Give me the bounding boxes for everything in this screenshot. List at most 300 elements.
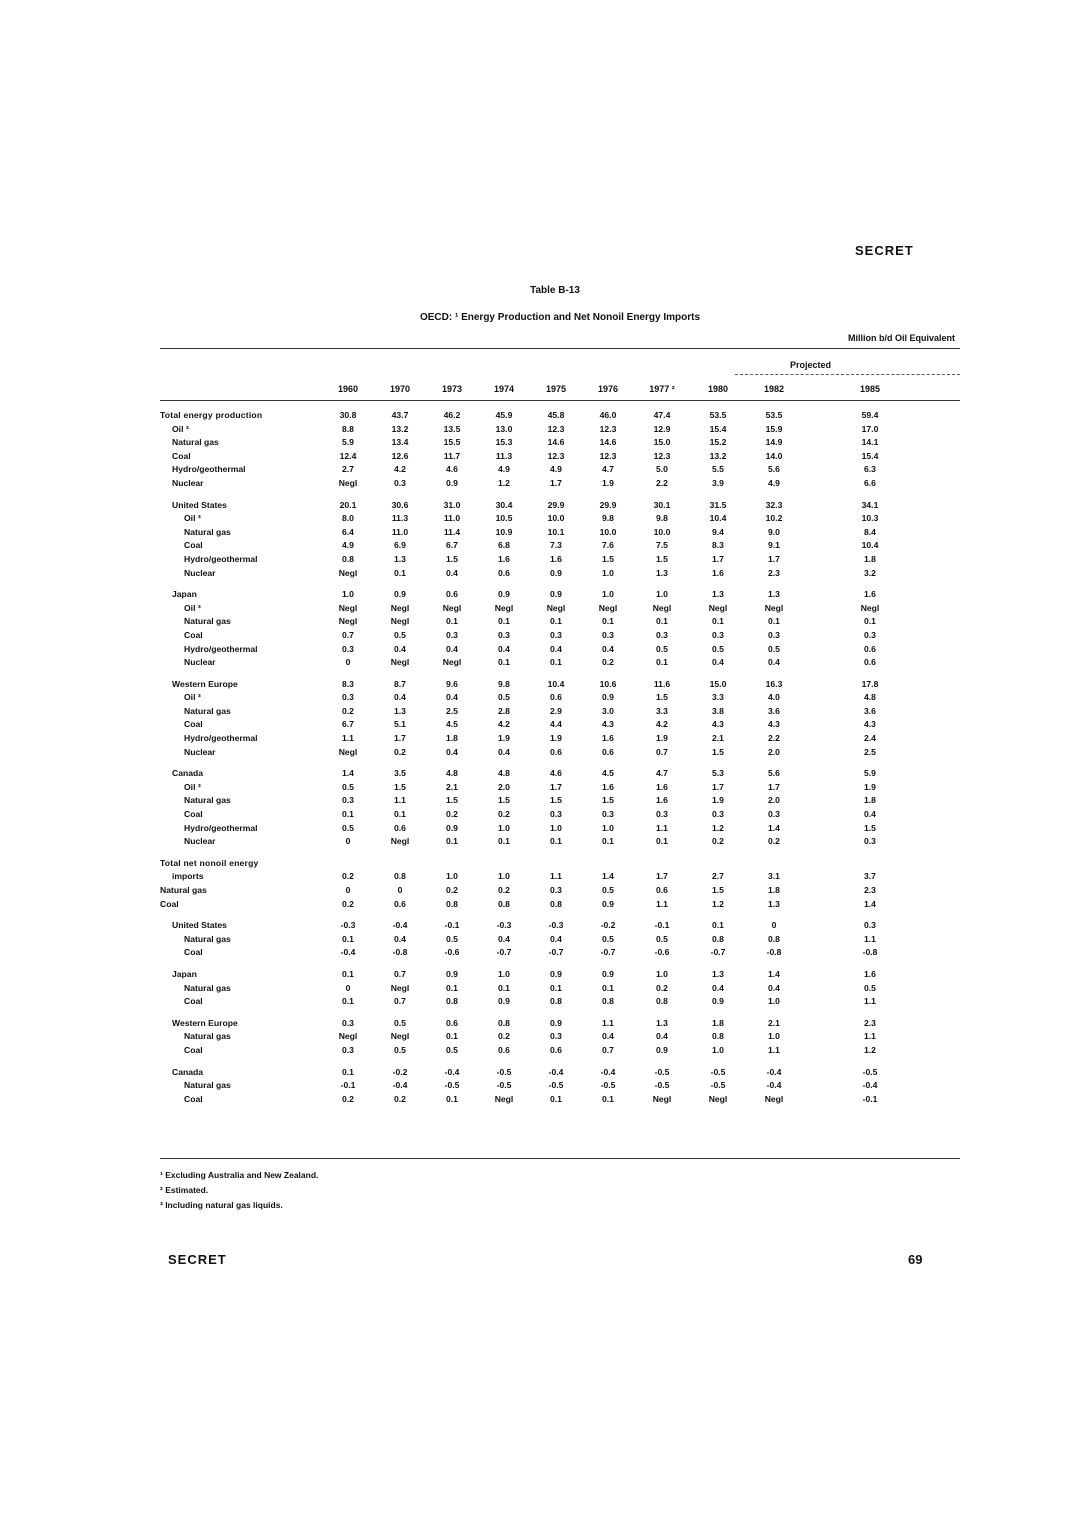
table-row bbox=[160, 733, 960, 747]
table-cell: 0.8 bbox=[342, 553, 354, 564]
table-cell: 6.8 bbox=[498, 540, 510, 551]
table-cell: 0.5 bbox=[342, 822, 354, 833]
table-cell: Negl bbox=[338, 746, 358, 757]
row-label: imports bbox=[172, 871, 204, 882]
table-cell: 0.8 bbox=[446, 898, 458, 909]
table-cell: 14.9 bbox=[765, 437, 783, 448]
table-cell: 0.1 bbox=[602, 1093, 614, 1104]
table-cell: 2.2 bbox=[656, 477, 668, 488]
table-cell: 0.1 bbox=[342, 809, 354, 820]
row-label: Natural gas bbox=[184, 933, 231, 944]
table-cell: 1.1 bbox=[656, 898, 668, 909]
table-cell: 4.9 bbox=[342, 540, 354, 551]
table-cell: -0.3 bbox=[548, 920, 564, 931]
row-label: United States bbox=[172, 499, 227, 510]
table-cell: 1.7 bbox=[656, 871, 668, 882]
table-row bbox=[160, 1067, 960, 1081]
table-cell: 0.1 bbox=[550, 1093, 562, 1104]
table-cell: 0.3 bbox=[864, 629, 876, 640]
table-cell: 6.9 bbox=[394, 540, 406, 551]
table-cell: 1.0 bbox=[602, 822, 614, 833]
row-label: Natural gas bbox=[184, 616, 231, 627]
table-cell: 0.6 bbox=[656, 885, 668, 895]
table-cell: 0.6 bbox=[394, 822, 406, 833]
table-cell: -0.4 bbox=[766, 1080, 782, 1091]
table-cell: 0.9 bbox=[446, 822, 458, 833]
table-cell: 12.6 bbox=[391, 450, 409, 461]
table-cell: 0.1 bbox=[550, 616, 562, 627]
row-label: Nuclear bbox=[184, 567, 216, 578]
table-cell: 1.3 bbox=[712, 968, 724, 979]
table-cell: 1.5 bbox=[712, 885, 724, 895]
table-cell: -0.5 bbox=[496, 1080, 512, 1091]
table-cell: 1.6 bbox=[550, 553, 562, 564]
table-cell: 14.6 bbox=[547, 437, 565, 448]
table-cell: 0.1 bbox=[342, 996, 354, 1007]
table-cell: 31.0 bbox=[443, 499, 461, 510]
table-cell: 1.8 bbox=[768, 885, 780, 895]
table-cell: 1.6 bbox=[602, 733, 614, 744]
table-cell: -0.7 bbox=[600, 947, 616, 958]
table-cell: 0 bbox=[345, 836, 351, 847]
table-cell: 13.2 bbox=[391, 423, 409, 434]
table-cell: 2.0 bbox=[768, 795, 780, 806]
table-cell: 0.1 bbox=[342, 1066, 354, 1077]
table-cell: 4.3 bbox=[768, 719, 780, 730]
table-cell: 1.8 bbox=[864, 553, 876, 564]
header-bottom-rule bbox=[160, 400, 960, 401]
table-cell: -0.3 bbox=[496, 920, 512, 931]
row-label: Canada bbox=[172, 768, 204, 779]
table-row bbox=[160, 589, 960, 603]
table-cell: 12.9 bbox=[653, 423, 671, 434]
table-cell: -0.4 bbox=[548, 1066, 564, 1077]
table-cell: 10.0 bbox=[547, 513, 565, 524]
row-label: Coal bbox=[184, 540, 203, 551]
table-cell: 0.6 bbox=[394, 898, 406, 909]
table-cell: 0.8 bbox=[602, 996, 614, 1007]
column-header-row bbox=[160, 384, 960, 398]
table-cell: -0.1 bbox=[444, 920, 460, 931]
table-row bbox=[160, 747, 960, 761]
table-cell: 0.8 bbox=[394, 871, 406, 882]
table-cell: 0.2 bbox=[712, 836, 724, 847]
table-cell: 9.8 bbox=[602, 513, 614, 524]
table-cell: -0.5 bbox=[548, 1080, 564, 1091]
table-cell: 0.2 bbox=[342, 705, 354, 716]
table-cell: Negl bbox=[390, 1031, 410, 1042]
table-cell: 1.4 bbox=[342, 768, 354, 779]
table-cell: 1.1 bbox=[864, 1031, 876, 1042]
table-cell: 53.5 bbox=[709, 410, 727, 420]
table-cell: -0.5 bbox=[654, 1066, 670, 1077]
table-row bbox=[160, 464, 960, 478]
table-cell: 0.3 bbox=[602, 629, 614, 640]
table-cell: 0 bbox=[397, 885, 403, 895]
table-cell: 6.6 bbox=[864, 477, 876, 488]
table-cell: -0.4 bbox=[600, 1066, 616, 1077]
table-cell: 29.9 bbox=[599, 499, 617, 510]
table-row bbox=[160, 719, 960, 733]
table-cell: 4.5 bbox=[446, 719, 458, 730]
table-cell: 2.4 bbox=[864, 733, 876, 744]
table-cell: 9.1 bbox=[768, 540, 780, 551]
table-cell: 4.9 bbox=[498, 464, 510, 475]
table-cell: 1.6 bbox=[656, 781, 668, 792]
table-cell: -0.5 bbox=[710, 1080, 726, 1091]
data-table-body bbox=[160, 410, 960, 1107]
table-cell: 0.9 bbox=[602, 692, 614, 703]
table-cell: 0.6 bbox=[446, 1017, 458, 1028]
table-cell: 15.4 bbox=[709, 423, 727, 434]
table-cell: 1.5 bbox=[550, 795, 562, 806]
table-cell: 1.7 bbox=[712, 781, 724, 792]
table-cell: 1.3 bbox=[768, 589, 780, 600]
table-cell: 0.2 bbox=[446, 809, 458, 820]
table-cell: 0.1 bbox=[446, 1031, 458, 1042]
row-label: Natural gas bbox=[172, 437, 219, 448]
table-cell: 1.2 bbox=[864, 1044, 876, 1055]
table-cell: 0.1 bbox=[446, 982, 458, 993]
col-header: 1970 bbox=[389, 384, 411, 394]
table-cell: 0.3 bbox=[712, 809, 724, 820]
table-cell: 1.0 bbox=[602, 567, 614, 578]
table-cell: 0.1 bbox=[446, 616, 458, 627]
table-row bbox=[160, 630, 960, 644]
table-cell: 0.4 bbox=[498, 643, 510, 654]
row-label: Nuclear bbox=[184, 746, 216, 757]
table-cell: Negl bbox=[442, 602, 462, 613]
table-cell: 0.4 bbox=[768, 657, 780, 668]
table-cell: 0.1 bbox=[498, 982, 510, 993]
row-label: Japan bbox=[172, 589, 197, 600]
table-cell: 1.1 bbox=[550, 871, 562, 882]
table-cell: 1.4 bbox=[768, 968, 780, 979]
table-cell: Negl bbox=[338, 1031, 358, 1042]
table-cell: -0.1 bbox=[862, 1093, 878, 1104]
table-cell: 4.8 bbox=[864, 692, 876, 703]
table-cell: 3.5 bbox=[394, 768, 406, 779]
table-cell: 0.1 bbox=[602, 982, 614, 993]
table-cell: 0.5 bbox=[342, 781, 354, 792]
table-cell: 0.6 bbox=[602, 746, 614, 757]
table-cell: 17.8 bbox=[861, 678, 879, 689]
table-cell: Negl bbox=[708, 602, 728, 613]
table-cell: 1.6 bbox=[602, 781, 614, 792]
table-row bbox=[160, 644, 960, 658]
table-cell: 1.6 bbox=[498, 553, 510, 564]
table-cell: -0.4 bbox=[766, 1066, 782, 1077]
table-cell: 0.9 bbox=[446, 477, 458, 488]
table-cell: 2.3 bbox=[768, 567, 780, 578]
table-cell: 15.4 bbox=[861, 450, 879, 461]
table-cell: 11.3 bbox=[495, 450, 513, 461]
table-row bbox=[160, 554, 960, 568]
table-cell: 1.5 bbox=[446, 553, 458, 564]
table-cell: 3.9 bbox=[712, 477, 724, 488]
table-cell: 2.1 bbox=[712, 733, 724, 744]
col-header: 1975 bbox=[545, 384, 567, 394]
table-cell: 43.7 bbox=[391, 410, 409, 420]
table-cell: -0.5 bbox=[496, 1066, 512, 1077]
row-label: Natural gas bbox=[184, 1080, 231, 1091]
table-cell: 0.4 bbox=[446, 567, 458, 578]
table-cell: 0.5 bbox=[712, 643, 724, 654]
table-cell: 12.3 bbox=[653, 450, 671, 461]
table-cell: 0.1 bbox=[394, 809, 406, 820]
row-label: Natural gas bbox=[184, 526, 231, 537]
row-label: Western Europe bbox=[172, 678, 238, 689]
table-cell: 46.0 bbox=[599, 410, 617, 420]
table-cell: 53.5 bbox=[765, 410, 783, 420]
table-cell: 13.4 bbox=[391, 437, 409, 448]
table-cell: 4.0 bbox=[768, 692, 780, 703]
table-cell: -0.4 bbox=[340, 947, 356, 958]
table-cell: 4.2 bbox=[498, 719, 510, 730]
table-cell: 1.4 bbox=[864, 898, 876, 909]
table-cell: 1.9 bbox=[498, 733, 510, 744]
table-cell: 4.8 bbox=[446, 768, 458, 779]
table-cell: 10.6 bbox=[599, 678, 617, 689]
table-cell: 0.2 bbox=[498, 885, 510, 895]
table-cell: 0.3 bbox=[656, 809, 668, 820]
table-cell: 30.6 bbox=[391, 499, 409, 510]
table-cell: 0.4 bbox=[394, 692, 406, 703]
table-cell: 10.0 bbox=[653, 526, 671, 537]
table-cell: 0.1 bbox=[342, 968, 354, 979]
table-cell: 0.2 bbox=[656, 982, 668, 993]
table-row bbox=[160, 899, 960, 913]
table-cell: 7.5 bbox=[656, 540, 668, 551]
table-cell: 0.6 bbox=[550, 746, 562, 757]
table-cell: 0.1 bbox=[446, 836, 458, 847]
row-label: Total energy production bbox=[160, 410, 263, 420]
table-cell: 1.9 bbox=[656, 733, 668, 744]
row-label: Nuclear bbox=[184, 836, 216, 847]
table-cell: 0.2 bbox=[446, 885, 458, 895]
table-cell: 0.3 bbox=[712, 629, 724, 640]
table-cell: 46.2 bbox=[443, 410, 461, 420]
col-header: 1982 bbox=[763, 384, 785, 394]
classification-marking-top: SECRET bbox=[855, 243, 914, 258]
table-cell: 0.5 bbox=[394, 1017, 406, 1028]
table-cell: 1.6 bbox=[656, 795, 668, 806]
table-cell: 1.5 bbox=[446, 795, 458, 806]
table-cell: -0.8 bbox=[392, 947, 408, 958]
table-cell: 0.1 bbox=[446, 1093, 458, 1104]
table-cell: 0.3 bbox=[342, 1017, 354, 1028]
table-cell: 15.0 bbox=[709, 678, 727, 689]
table-row bbox=[160, 1045, 960, 1059]
table-cell: 0.8 bbox=[498, 1017, 510, 1028]
row-label: Oil ³ bbox=[172, 423, 189, 434]
table-cell: 2.1 bbox=[446, 781, 458, 792]
table-cell: 0.3 bbox=[550, 885, 562, 895]
table-row bbox=[160, 947, 960, 961]
table-cell: 14.6 bbox=[599, 437, 617, 448]
table-cell: 6.7 bbox=[342, 719, 354, 730]
table-cell: Negl bbox=[390, 616, 410, 627]
table-cell: 15.2 bbox=[709, 437, 727, 448]
row-label: Hydro/geothermal bbox=[184, 553, 258, 564]
table-cell: 0.4 bbox=[446, 746, 458, 757]
table-cell: 2.0 bbox=[768, 746, 780, 757]
table-cell: 10.2 bbox=[765, 513, 783, 524]
table-cell: Negl bbox=[494, 1093, 514, 1104]
table-cell: 1.9 bbox=[550, 733, 562, 744]
table-cell: 30.1 bbox=[653, 499, 671, 510]
table-cell: 0.1 bbox=[656, 836, 668, 847]
table-cell: 0.6 bbox=[498, 1044, 510, 1055]
table-cell: 0.5 bbox=[864, 982, 876, 993]
row-label: Natural gas bbox=[184, 705, 231, 716]
table-cell: 0.1 bbox=[712, 616, 724, 627]
table-cell: 0.4 bbox=[712, 657, 724, 668]
table-cell: 4.9 bbox=[768, 477, 780, 488]
row-label: Oil ³ bbox=[184, 692, 201, 703]
row-label: Coal bbox=[184, 629, 203, 640]
table-cell: 12.3 bbox=[599, 423, 617, 434]
table-cell: 17.0 bbox=[861, 423, 879, 434]
table-cell: 0.1 bbox=[342, 933, 354, 944]
table-cell: 10.4 bbox=[709, 513, 727, 524]
row-label: Natural gas bbox=[184, 1031, 231, 1042]
table-cell: -0.6 bbox=[654, 947, 670, 958]
table-cell: 14.0 bbox=[765, 450, 783, 461]
table-cell: 1.0 bbox=[498, 871, 510, 882]
table-cell: 9.0 bbox=[768, 526, 780, 537]
table-cell: 12.3 bbox=[599, 450, 617, 461]
table-cell: 1.2 bbox=[712, 822, 724, 833]
table-cell: 2.5 bbox=[446, 705, 458, 716]
table-cell: 0.5 bbox=[446, 1044, 458, 1055]
table-cell: -0.3 bbox=[340, 920, 356, 931]
table-cell: 0.2 bbox=[342, 1093, 354, 1104]
col-header: 1985 bbox=[859, 384, 881, 394]
row-label: Western Europe bbox=[172, 1017, 238, 1028]
table-cell: 2.3 bbox=[864, 1017, 876, 1028]
row-label: Hydro/geothermal bbox=[184, 822, 258, 833]
table-cell: 0.1 bbox=[602, 836, 614, 847]
table-cell: 0.1 bbox=[602, 616, 614, 627]
table-cell: 0.6 bbox=[446, 589, 458, 600]
table-cell: 1.0 bbox=[550, 822, 562, 833]
table-cell: 34.1 bbox=[861, 499, 879, 510]
table-row bbox=[160, 540, 960, 554]
table-cell: 10.1 bbox=[547, 526, 565, 537]
table-cell: 4.3 bbox=[602, 719, 614, 730]
table-cell: 0.3 bbox=[602, 809, 614, 820]
table-row bbox=[160, 836, 960, 850]
table-cell: 0.7 bbox=[394, 996, 406, 1007]
table-cell: -0.4 bbox=[862, 1080, 878, 1091]
table-cell: 1.0 bbox=[498, 968, 510, 979]
table-cell: 1.1 bbox=[342, 733, 354, 744]
row-label: Japan bbox=[172, 968, 197, 979]
table-cell: 0.1 bbox=[656, 616, 668, 627]
table-cell: -0.5 bbox=[654, 1080, 670, 1091]
table-cell: 4.5 bbox=[602, 768, 614, 779]
table-cell: 0.1 bbox=[712, 920, 724, 931]
table-cell: 0.2 bbox=[498, 1031, 510, 1042]
table-cell: 4.2 bbox=[394, 464, 406, 475]
table-cell: 3.0 bbox=[602, 705, 614, 716]
table-cell: 1.8 bbox=[864, 795, 876, 806]
table-cell: 0.4 bbox=[550, 933, 562, 944]
table-cell: 5.6 bbox=[768, 464, 780, 475]
table-cell: 0.1 bbox=[498, 657, 510, 668]
table-cell: -0.5 bbox=[600, 1080, 616, 1091]
col-header: 1976 bbox=[597, 384, 619, 394]
table-cell: 0.3 bbox=[768, 809, 780, 820]
table-row bbox=[160, 823, 960, 837]
table-cell: 11.3 bbox=[391, 513, 409, 524]
row-label: Coal bbox=[172, 450, 191, 461]
table-cell: 7.3 bbox=[550, 540, 562, 551]
table-cell: 4.4 bbox=[550, 719, 562, 730]
table-cell: Negl bbox=[652, 602, 672, 613]
table-cell: 11.4 bbox=[443, 526, 461, 537]
row-label: United States bbox=[172, 920, 227, 931]
table-cell: 0.5 bbox=[394, 629, 406, 640]
table-cell: 12.4 bbox=[339, 450, 357, 461]
table-row bbox=[160, 934, 960, 948]
table-cell: Negl bbox=[764, 1093, 784, 1104]
table-cell: 0.3 bbox=[394, 477, 406, 488]
table-cell: 0.9 bbox=[550, 968, 562, 979]
table-cell: 10.9 bbox=[495, 526, 513, 537]
table-row bbox=[160, 858, 960, 872]
table-cell: Negl bbox=[708, 1093, 728, 1104]
table-row bbox=[160, 768, 960, 782]
table-row bbox=[160, 809, 960, 823]
table-cell: 1.0 bbox=[656, 968, 668, 979]
table-cell: 1.2 bbox=[498, 477, 510, 488]
table-cell: 8.3 bbox=[342, 678, 354, 689]
table-cell: 4.9 bbox=[550, 464, 562, 475]
row-label: Canada bbox=[172, 1066, 204, 1077]
table-cell: 13.2 bbox=[709, 450, 727, 461]
table-cell: 0.4 bbox=[550, 643, 562, 654]
table-cell: 0.5 bbox=[656, 643, 668, 654]
table-cell: 0.8 bbox=[712, 1031, 724, 1042]
table-row bbox=[160, 1094, 960, 1108]
table-cell: 0.9 bbox=[394, 589, 406, 600]
table-cell: 0.9 bbox=[550, 567, 562, 578]
table-cell: 0.5 bbox=[498, 692, 510, 703]
table-cell: -0.6 bbox=[444, 947, 460, 958]
table-cell: 0.4 bbox=[602, 1031, 614, 1042]
table-cell: 4.2 bbox=[656, 719, 668, 730]
table-cell: 1.9 bbox=[712, 795, 724, 806]
table-cell: 1.6 bbox=[712, 567, 724, 578]
table-cell: 3.3 bbox=[656, 705, 668, 716]
table-cell: 20.1 bbox=[339, 499, 357, 510]
table-cell: 10.3 bbox=[861, 513, 879, 524]
table-cell: 2.9 bbox=[550, 705, 562, 716]
table-cell: 5.6 bbox=[768, 768, 780, 779]
table-cell: 1.0 bbox=[656, 589, 668, 600]
table-cell: 0.7 bbox=[656, 746, 668, 757]
table-cell: 1.7 bbox=[768, 553, 780, 564]
table-cell: 0.1 bbox=[550, 982, 562, 993]
col-header: 1974 bbox=[493, 384, 515, 394]
table-cell: 1.0 bbox=[342, 589, 354, 600]
table-cell: 1.0 bbox=[712, 1044, 724, 1055]
table-cell: 47.4 bbox=[653, 410, 671, 420]
table-row bbox=[160, 1080, 960, 1094]
table-cell: -0.2 bbox=[600, 920, 616, 931]
